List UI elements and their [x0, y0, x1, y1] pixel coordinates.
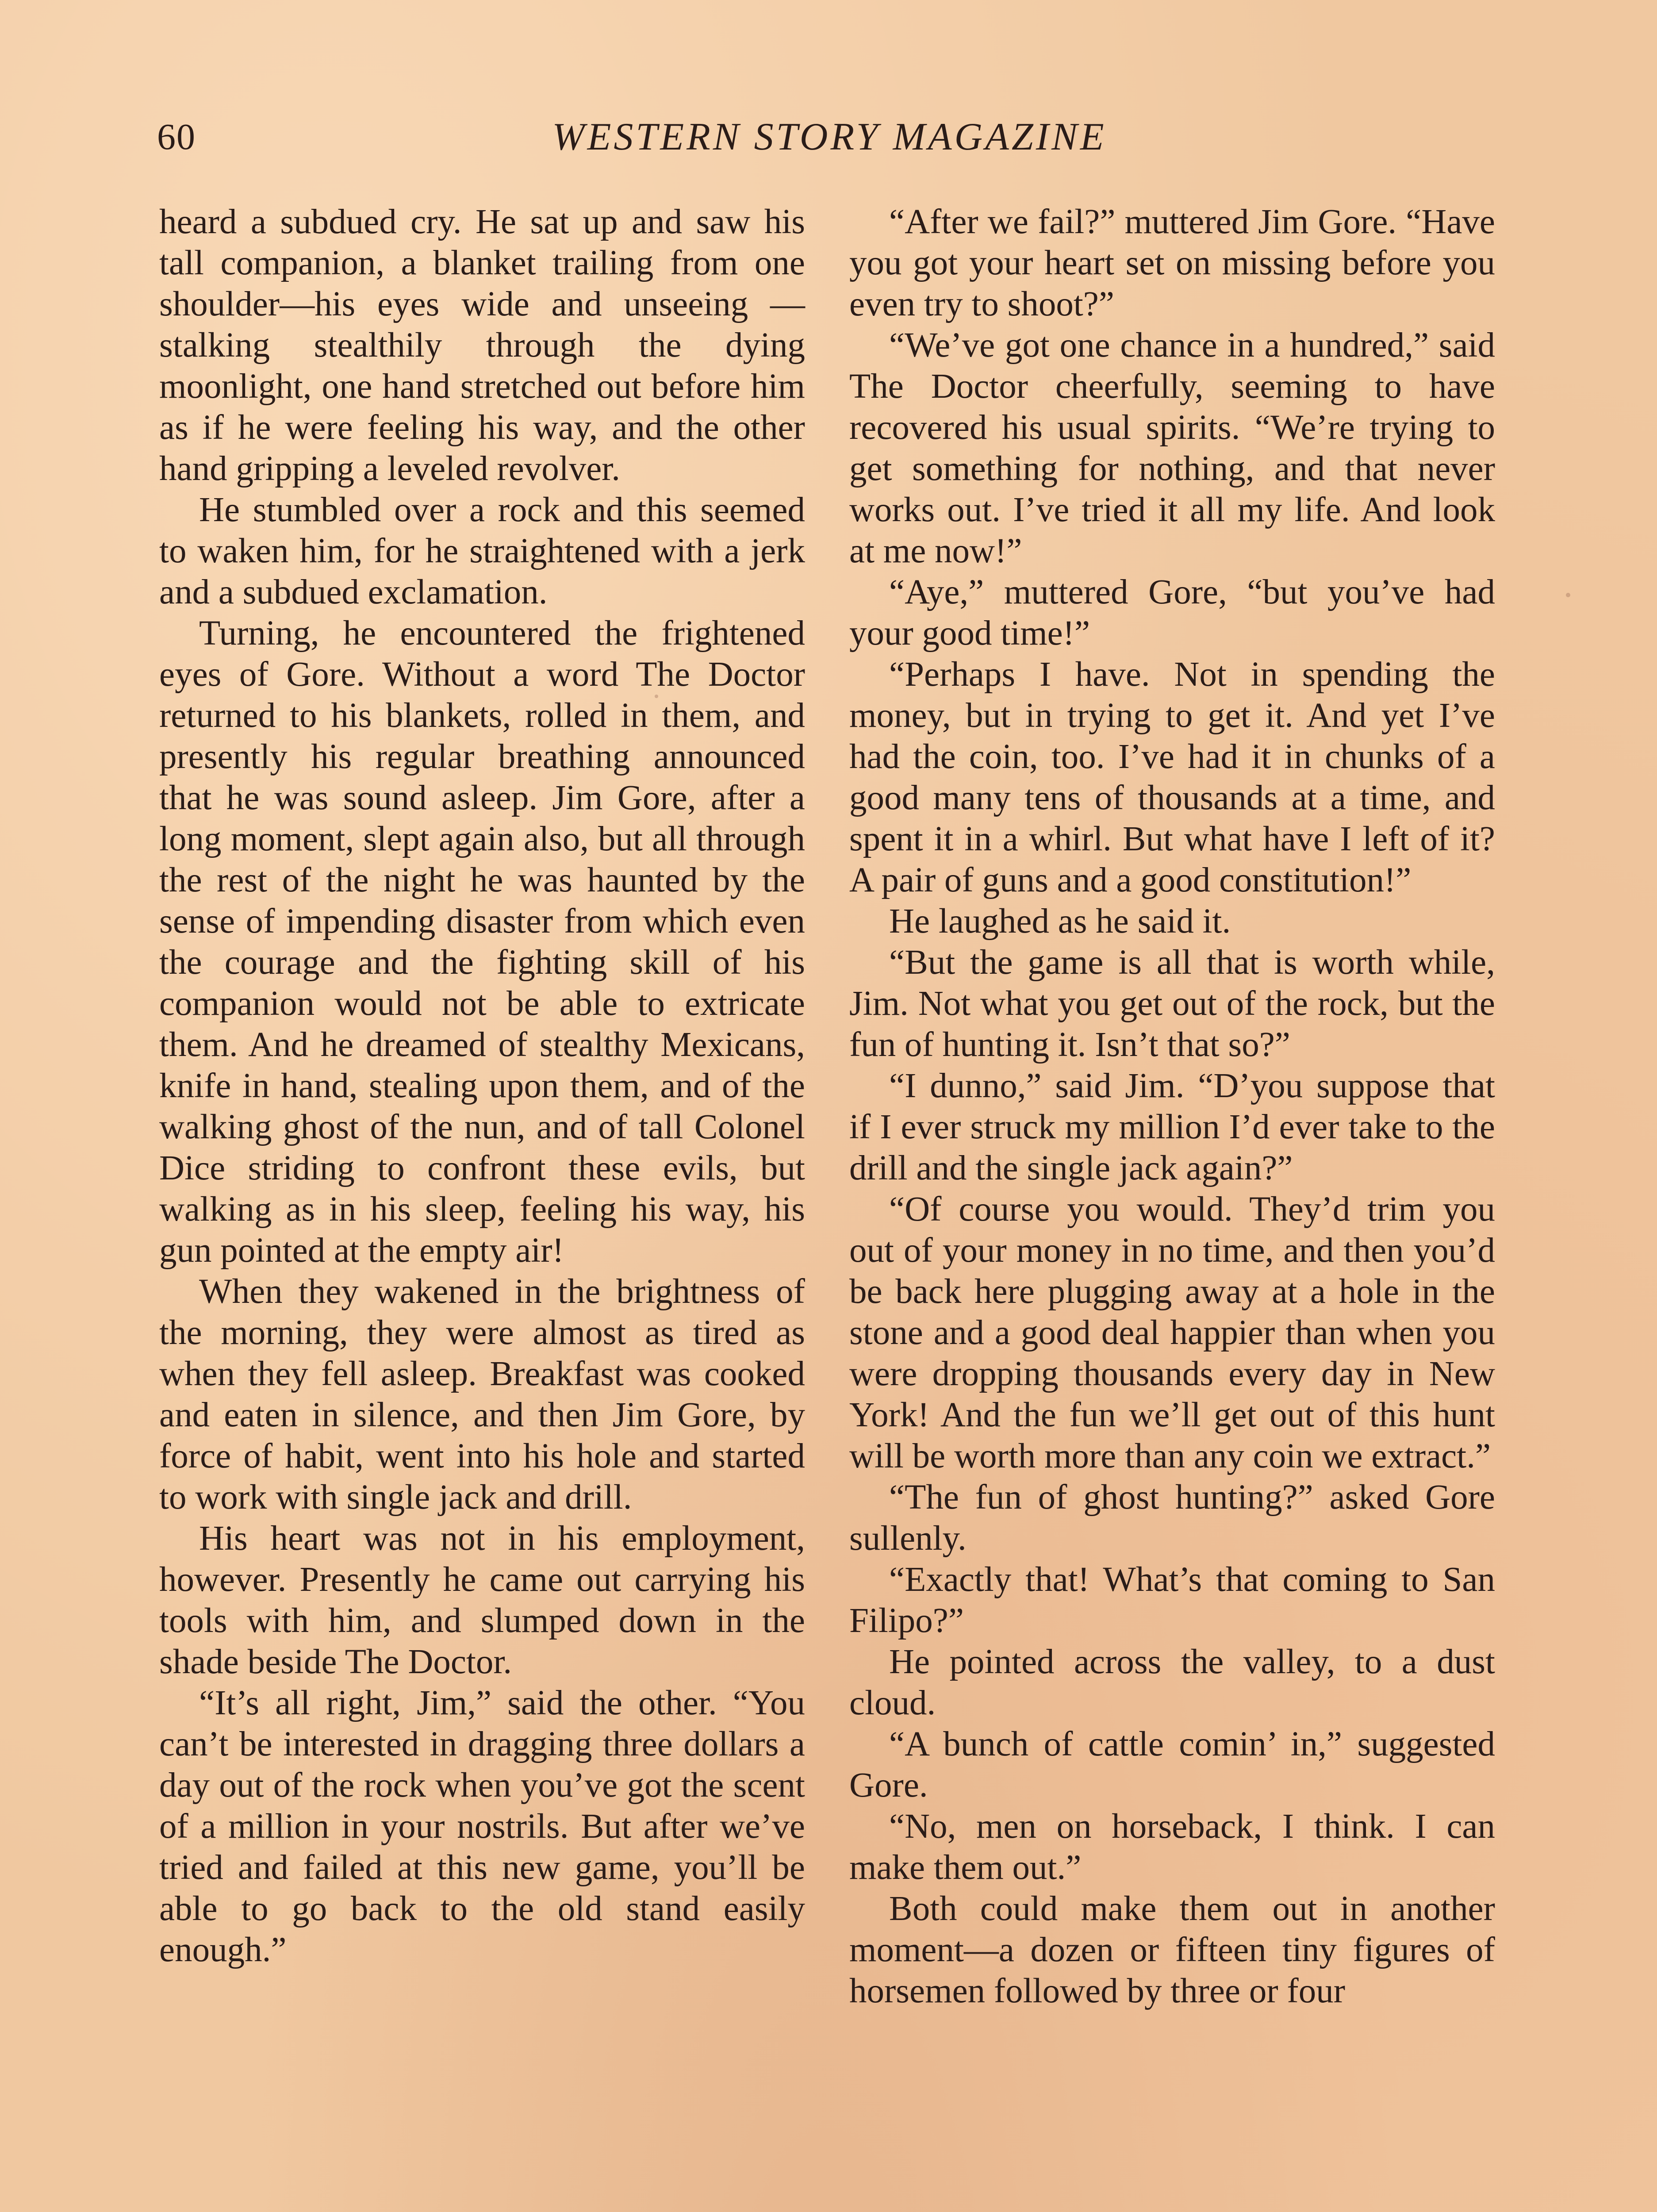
paragraph: “It’s all right, Jim,” said the other. “You can’t be interested in dragging three dollars a day out of the rock when you’ve got the scent of a million in your nostrils. But after we’ve tried and failed at this new game, you’ll be able to go back to the old stand easily enough.” [159, 1684, 805, 1969]
paragraph: “Of course you would. They’d trim you out of your money in no time, and then you’d be back here plugging away at a hole in the stone and a good deal happier than when you were dropping thousands every day in New York! And the fun we’ll get out of this hunt will be worth more than any coin we extract.” [849, 1190, 1495, 1475]
paragraph: Turning, he encountered the frightened eyes of Gore. Without a word The Doctor returned to his blankets, rolled in them, and presently his regular breathing announced that he was sound asleep. Jim Gore, after a long moment, slept again also, but all through the rest of the night he was haunted by the sense of impending disaster from which even the courage and the fighting skill of his companion would not be able to extricate them. And he dreamed of stealthy Mexicans, knife in hand, stealing upon them, and of the walking ghost of the nun, and of tall Colonel Dice striding to confront these evils, but walking as in his sleep, feeling his way, his gun pointed at the empty air! [159, 614, 805, 1270]
paragraph: “Exactly that! What’s that coming to San Filipo?” [849, 1560, 1495, 1640]
paragraph: “Aye,” muttered Gore, “but you’ve had your good time!” [849, 573, 1495, 653]
paragraph: He laughed as he said it. [889, 902, 1231, 941]
paragraph: “The fun of ghost hunting?” asked Gore sullenly. [849, 1478, 1495, 1558]
paragraph: “We’ve got one chance in a hundred,” said The Doctor cheerfully, seeming to have recovered his usual spirits. “We’re trying to get something for nothing, and that never works out. I’ve tried it all my life. And look at me now!” [849, 326, 1495, 570]
paper-speck [1566, 593, 1570, 597]
paragraph: heard a subdued cry. He sat up and saw his tall companion, a blanket trailing from one shoulder—his eyes wide and unseeing — stalking stealthily through the dying moonlight, one hand stretched out before him as if he were feeling his way, and the other hand gripping a leveled revolver. [159, 203, 805, 488]
paragraph: “I dunno,” said Jim. “D’you suppose that if I ever struck my million I’d ever take to the drill and the single jack again?” [849, 1067, 1495, 1187]
paragraph: “A bunch of cattle comin’ in,” suggested Gore. [849, 1725, 1495, 1805]
running-head [157, 111, 1502, 168]
paragraph: “No, men on horseback, I think. I can make them out.” [849, 1807, 1495, 1887]
paragraph: Both could make them out in another moment—a dozen or fifteen tiny figures of horsemen followed by three or four [849, 1889, 1495, 2010]
paragraph: “But the game is all that is worth while, Jim. Not what you get out of the rock, but the fun of hunting it. Isn’t that so?” [849, 943, 1495, 1064]
magazine-title: WESTERN STORY MAGAZINE [552, 115, 1107, 158]
paragraph: His heart was not in his employment, however. Presently he came out carrying his tools with him, and slumped down in the shade beside The Doctor. [159, 1519, 805, 1681]
paper-speck [655, 695, 658, 698]
paragraph: “After we fail?” muttered Jim Gore. “Have you got your heart set on missing before you even try to shoot?” [849, 203, 1495, 323]
left-column [159, 201, 805, 1970]
paragraph: He stumbled over a rock and this seemed to waken him, for he straightened with a jerk and a subdued exclamation. [159, 491, 805, 611]
right-column [849, 201, 1495, 2012]
paragraph: He pointed across the valley, to a dust cloud. [849, 1643, 1495, 1722]
paragraph: When they wakened in the brightness of the morning, they were almost as tired as when they fell asleep. Breakfast was cooked and eaten in silence, and then Jim Gore, by force of habit, went into his hole and started to work with single jack and drill. [159, 1272, 805, 1517]
paragraph: “Perhaps I have. Not in spending the money, but in trying to get it. And yet I’ve had the coin, too. I’ve had it in chunks of a good many tens of thousands at a time, and spent it in a whirl. But what have I left of it? A pair of guns and a good constitution!” [849, 655, 1495, 899]
page-number: 60 [157, 116, 196, 157]
